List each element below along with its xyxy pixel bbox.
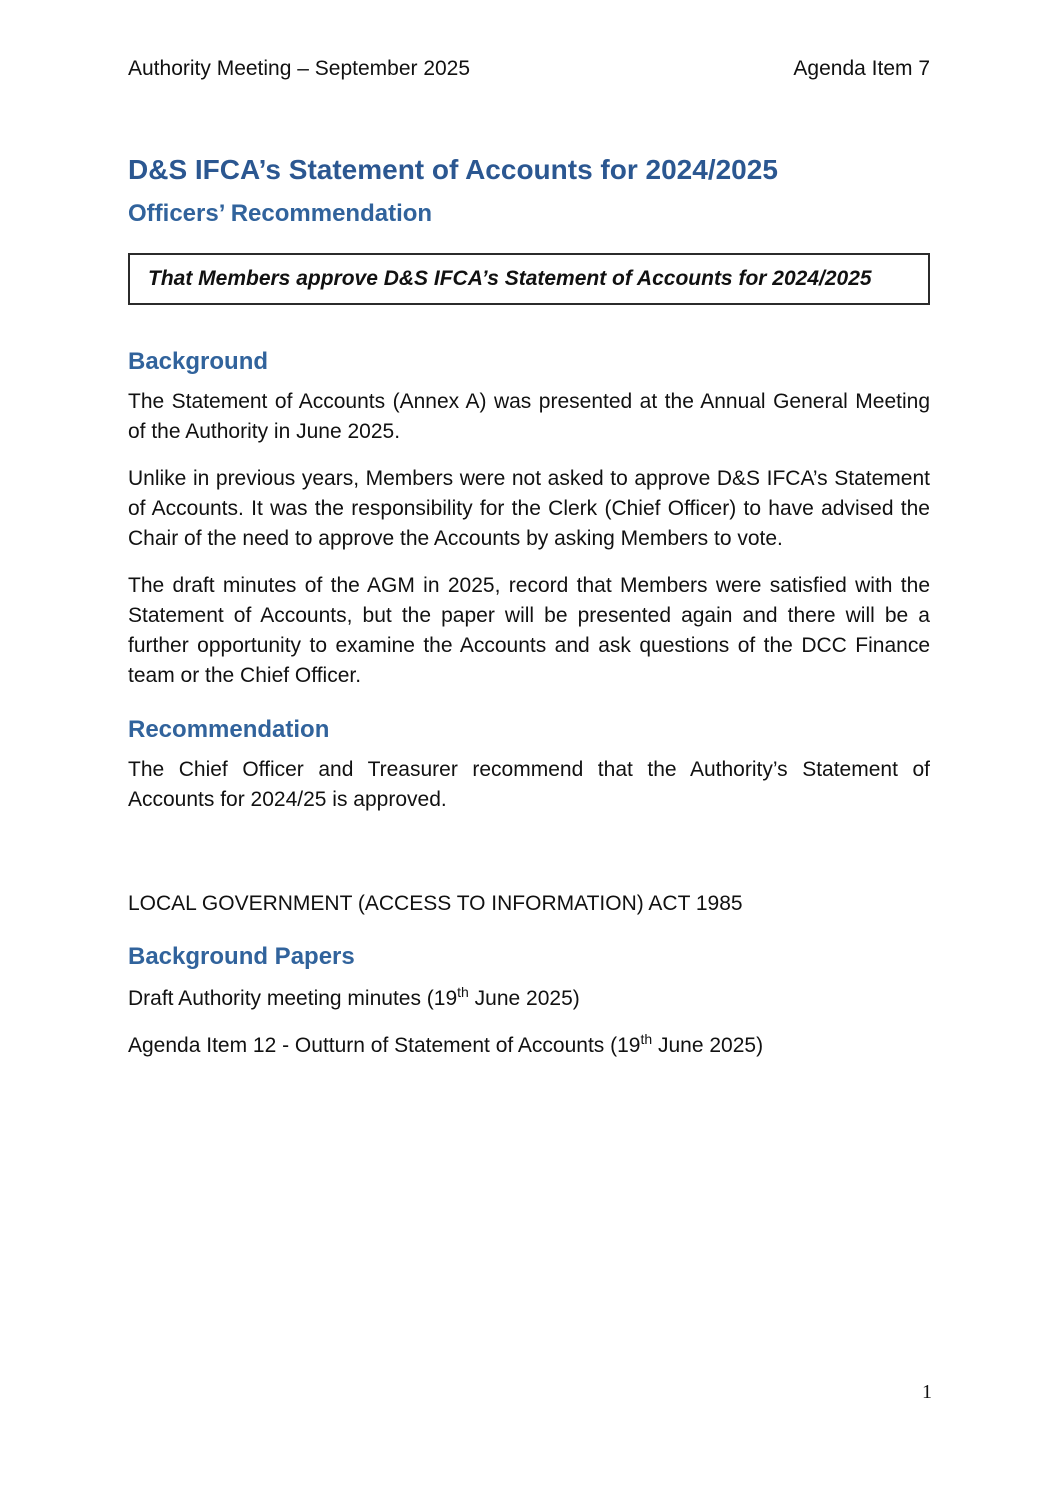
paper-2-text: Agenda Item 12 - Outturn of Statement of Accounts (19 xyxy=(128,1034,641,1057)
officers-recommendation-subtitle: Officers’ Recommendation xyxy=(128,200,433,227)
page-number: 1 xyxy=(922,1381,932,1403)
header-agenda-item: Agenda Item 7 xyxy=(793,57,930,80)
page-header xyxy=(128,0,930,83)
recommendation-heading: Recommendation xyxy=(128,716,330,743)
recommendation-paragraph: The Chief Officer and Treasurer recommend that the Authority’s Statement of Accounts for 2024/25 is approved. xyxy=(128,758,930,811)
paper-2-text-end: June 2025) xyxy=(652,1034,764,1057)
paper-1-text: Draft Authority meeting minutes (19 xyxy=(128,987,458,1010)
header-meeting-title: Authority Meeting – September 2025 xyxy=(128,57,471,80)
background-paragraph-2: Unlike in previous years, Members were not asked to approve D&S IFCA’s Statement of Accounts. It was the responsibility for the Clerk (Chief Officer) to have advised the Chair of the need to approve the Accounts by asking Members to vote. xyxy=(128,467,930,550)
paper-1-superscript: th xyxy=(457,984,469,1000)
paper-1-text-end: June 2025) xyxy=(468,987,580,1010)
document-title: D&S IFCA’s Statement of Accounts for 2024/2025 xyxy=(128,154,778,185)
background-paragraph-3: The draft minutes of the AGM in 2025, record that Members were satisfied with the Statement of Accounts, but the paper will be presented again and there will be a further opportunity to examine the Accounts and ask questions of the DCC Finance team or the Chief Officer. xyxy=(128,574,930,687)
background-paragraph-1: The Statement of Accounts (Annex A) was presented at the Annual General Meeting of the Authority in June 2025. xyxy=(128,390,930,443)
local-government-act-line: LOCAL GOVERNMENT (ACCESS TO INFORMATION) ACT 1985 xyxy=(128,892,743,915)
recommendation-box xyxy=(128,253,930,305)
background-heading: Background xyxy=(128,348,269,375)
background-paper-item-2 xyxy=(128,1031,930,1060)
recommendation-box-text: That Members approve D&S IFCA’s Statement of Accounts for 2024/2025 xyxy=(148,267,872,290)
background-papers-heading: Background Papers xyxy=(128,943,355,970)
background-paper-item-1 xyxy=(128,984,930,1013)
paper-2-superscript: th xyxy=(640,1031,653,1047)
